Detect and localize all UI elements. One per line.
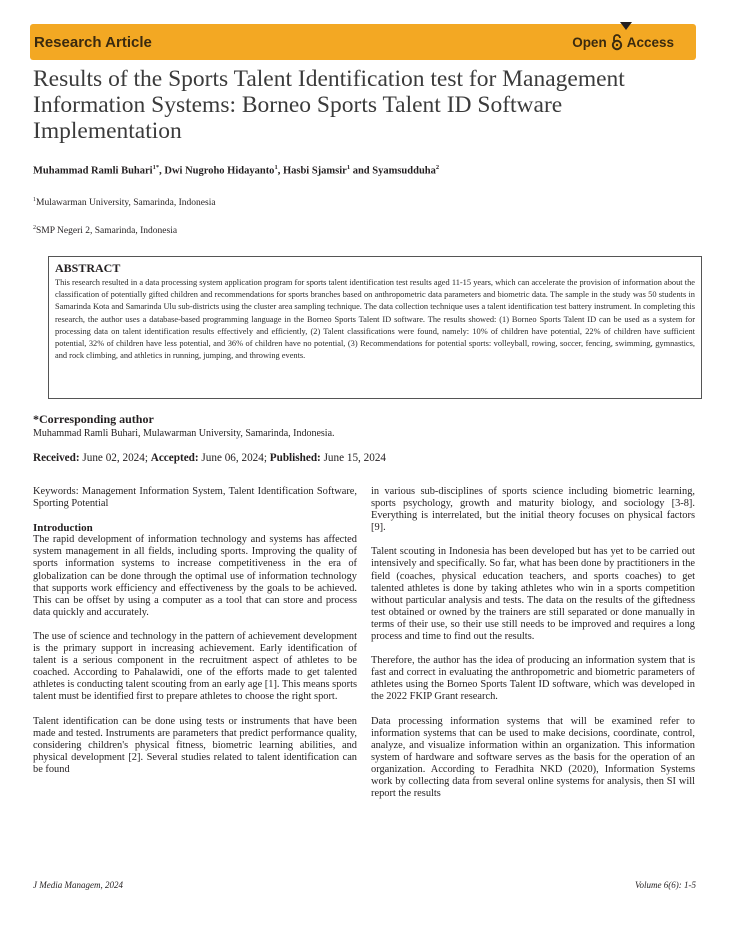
paragraph: The use of science and technology in the pattern of achievement development is the primary support in increasing achievement. Early identification of talent is a serious component in the recruitment aspect of athletes to be coached. According to Pahalawidi, one of the efforts made to get talented athletes is conducting talent scouting from an early age [1]. This means sports talent must be identified first to prepare athletes to choose the right sport. bbox=[33, 630, 357, 703]
open-label: Open bbox=[572, 34, 607, 50]
author-affil-mark: 1* bbox=[152, 164, 160, 171]
keywords-text: Management Information System, Talent Identification Software, Sporting Potential bbox=[33, 486, 357, 510]
paragraph: Data processing information systems that will be examined refer to information systems that can be used to make decisions, coordinate, control, analyze, and visualize information within an organization. This information system of hardware and software serves as the basis for the operation of an organization. According to Feradhita NKD (2020), Information Systems work by collecting data from several online systems for analysis, then SI will report the results bbox=[371, 715, 695, 800]
published-date: June 15, 2024 bbox=[320, 452, 387, 464]
affiliation-mark: 2 bbox=[33, 225, 36, 231]
open-access-label bbox=[572, 33, 674, 51]
affiliation-2 bbox=[33, 225, 177, 236]
received-label: Received: bbox=[33, 452, 80, 464]
right-column bbox=[371, 486, 695, 812]
author-name: and Syamsudduha bbox=[350, 165, 436, 177]
author-affil-mark: 1 bbox=[274, 164, 278, 171]
access-label: Access bbox=[626, 34, 674, 50]
accepted-label: Accepted: bbox=[150, 452, 199, 464]
abstract-box bbox=[48, 256, 702, 399]
author-name: Muhammad Ramli Buhari bbox=[33, 165, 153, 177]
introduction-heading: Introduction bbox=[33, 522, 93, 535]
corresponding-author-label: *Corresponding author bbox=[33, 412, 154, 426]
article-type-label: Research Article bbox=[34, 33, 152, 51]
footer-volume: Volume 6(6): 1-5 bbox=[635, 880, 696, 890]
paragraph: in various sub-disciplines of sports science including biometric learning, sports psychology, growth and maturity biology, and sociology [3-8]. Everything is interrelated, but the initial theory focuses on physical factors [9]. bbox=[371, 486, 695, 534]
author-name: , Hasbi Sjamsir bbox=[277, 165, 347, 177]
affiliation-1 bbox=[33, 197, 216, 208]
bookmark-flag-icon bbox=[620, 22, 632, 30]
keywords bbox=[33, 486, 357, 510]
article-title: Results of the Sports Talent Identification test for Management Information Systems: Borneo Sports Talent ID Software Implementation bbox=[33, 66, 625, 144]
paragraph: Talent scouting in Indonesia has been developed but has yet to be carried out intensively and specifically. So far, what has been done by practitioners in the field (coaches, physical education teachers, and sports coaches) to get talented athletes is done by taking athletes who win in a sports competition without particular analysis and tests. The data on the results of the giftedness test obtained or owned by the trainers are still separated or done manually in terms of their use, so their use still needs to be improved and requires a long process and time to find out the results. bbox=[371, 546, 695, 643]
author-name: , Dwi Nugroho Hidayanto bbox=[159, 165, 275, 177]
received-date: June 02, 2024; bbox=[79, 452, 151, 464]
article-type-banner bbox=[30, 24, 696, 60]
affiliation-text: SMP Negeri 2, Samarinda, Indonesia bbox=[36, 226, 178, 237]
author-affil-mark: 2 bbox=[435, 164, 440, 171]
author-affil-mark: 1 bbox=[346, 164, 351, 171]
publication-dates bbox=[33, 452, 386, 464]
keywords-label: Keywords: bbox=[33, 486, 79, 497]
author-list bbox=[33, 164, 439, 177]
paragraph: The rapid development of information technology and systems has affected system management in all fields, including sports. Improving the quality of sports information systems to increase competitiveness in the era of globalization can be done through the optimal use of information technology that supports work efficiency and effectiveness by the goals to be achieved. This can be offset by using a computer as a tool that can store and process data quickly and accurately. bbox=[33, 534, 357, 618]
paragraph: Therefore, the author has the idea of producing an information system that is fast and correct in evaluating the anthropometric and biometric parameters of athletes using the Borneo Sports Talent ID software, which was developed in the 2022 FKIP Grant research. bbox=[371, 655, 695, 703]
abstract-text: This research resulted in a data processing system application program for sports talent identification test results aged 11-15 years, which can accelerate the provision of information about the classification of potentially gifted children and recommendations for sports branches based on anthropometric data parameters and biometric data. The sample in the study was 50 students in Samarinda Kota and Samarinda Ulu sub-districts using the cluster area sampling technique. The data collection technique uses a talent identification test battery instrument. In completing this research, the author uses a database-based programming language in the Borneo Sports Talent ID software. The results showed: (1) Borneo Sports Talent ID can be used as a system for processing data on talent identification results effectively and efficiently, (2) Talent classifications were found, namely: 10% of children have potential, 22% of children have sufficient potential, 32% of children have less potential, and 36% of children have no potential, (3) Recommendations for potential sports: volleyball, rowing, soccer, fencing, swimming, gymnastics, and rock climbing, and athletics in running, jumping, and throwing events. bbox=[55, 278, 695, 361]
affiliation-text: Mulawarman University, Samarinda, Indonesia bbox=[36, 198, 216, 209]
corresponding-author-text: Muhammad Ramli Buhari, Mulawarman University, Samarinda, Indonesia. bbox=[33, 428, 335, 439]
footer-journal: J Media Managem, 2024 bbox=[33, 880, 123, 890]
paragraph: Talent identification can be done using tests or instruments that have been made and tested. Instruments are parameters that predict performance quality, considering children's physical fitness, biometric learning abilities, and physical development [2]. Several studies related to talent identification can be found bbox=[33, 715, 357, 775]
affiliation-mark: 1 bbox=[33, 197, 36, 203]
abstract-heading: ABSTRACT bbox=[55, 261, 121, 275]
open-access-lock-icon bbox=[610, 33, 624, 51]
accepted-date: June 06, 2024; bbox=[198, 452, 270, 464]
left-column bbox=[33, 486, 357, 788]
published-label: Published: bbox=[269, 452, 321, 464]
